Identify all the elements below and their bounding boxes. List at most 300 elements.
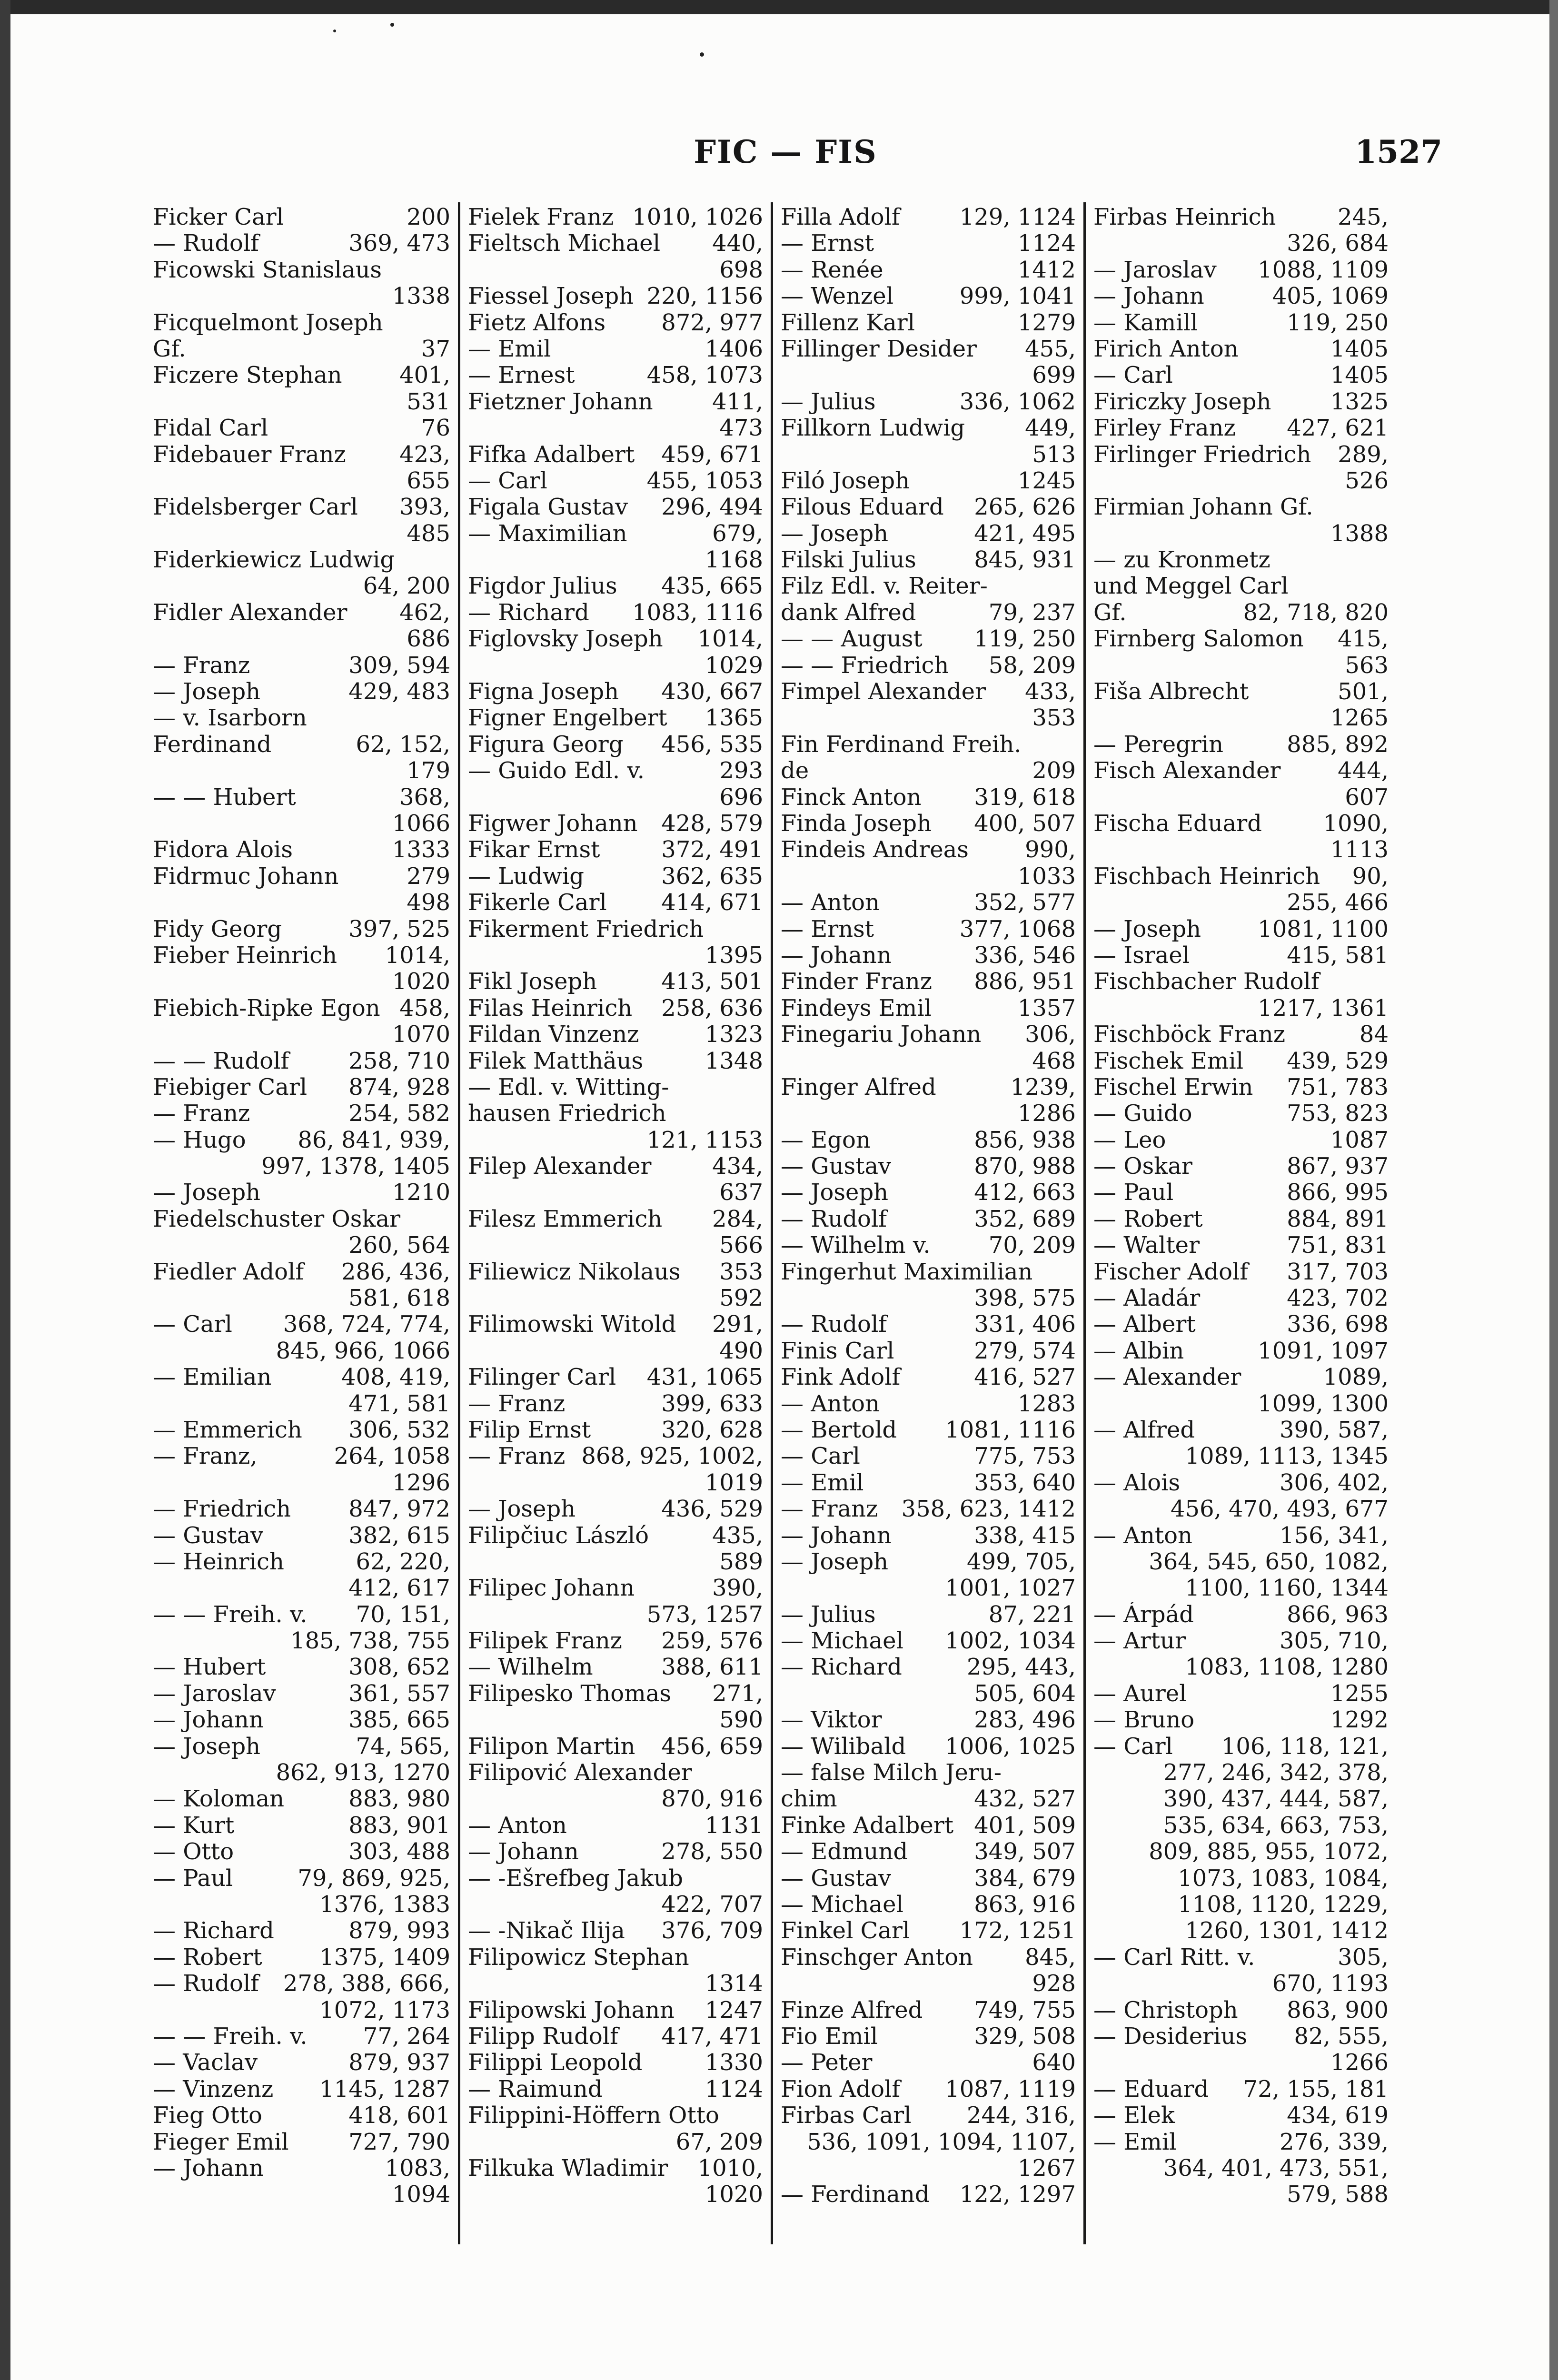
entry-name: — Joseph [153,679,261,705]
entry-continuation [1093,1496,1389,1522]
entry-pages: 1091, 1097 [1258,1337,1389,1364]
entry-pages: 1283 [1017,1390,1076,1417]
entry-name: — zu Kronmetz [1093,547,1270,574]
entry-name: Fifka Adalbert [468,441,635,468]
entry-pages: 58, 209 [988,652,1076,679]
entry-name: Fidebauer Franz [153,441,346,468]
entry-pages: 1267 [1017,2154,1076,2182]
entry-name: Gf. [153,336,186,362]
entry-pages: 421, 495 [974,520,1076,547]
name-entry [153,415,450,441]
name-entry [781,1549,1076,1575]
entry-name: Findeys Emil [781,995,932,1021]
entry-name: — Gustav [153,1522,264,1549]
entry-continuation [781,1575,1076,1601]
entry-pages: 358, 623, 1412 [901,1496,1076,1523]
name-entry [1093,389,1389,415]
entry-pages: 353 [719,1258,763,1285]
entry-pages: 1412 [1017,256,1076,283]
entry-name: — Franz, [153,1443,258,1470]
entry-name: — Richard [468,599,589,626]
entry-pages: 699 [1032,362,1076,389]
scan-edge-left [0,0,10,2380]
entry-continuation [153,1470,450,1496]
entry-name: Firnberg Salomon [1093,626,1304,653]
entry-name: Figura Georg [468,731,624,758]
entry-pages: 293 [719,757,763,784]
name-entry [468,1944,763,1971]
name-entry [468,468,763,494]
entry-name: — Robert [1093,1206,1203,1232]
entry-pages: 87, 221 [988,1601,1076,1628]
name-entry [781,573,1076,599]
page-title: FIC — FIS [694,133,877,170]
entry-name: Filinger Carl [468,1364,616,1391]
entry-pages: 308, 652 [348,1654,450,1681]
entry-name: — Carl [1093,362,1173,389]
entry-pages: 77, 264 [363,2023,450,2050]
name-entry [468,1311,763,1338]
entry-name: Fidora Alois [153,837,293,863]
entry-name: — Franz [781,1496,878,1523]
entry-name: — Egon [781,1127,871,1153]
entry-name: — Richard [153,1918,274,1944]
name-entry [781,1813,1076,1839]
name-entry [468,310,763,336]
entry-pages: 1245 [1017,467,1076,494]
entry-pages: 209 [1032,757,1076,784]
entry-continuation [781,1101,1076,1127]
entry-name: — Rudolf [781,1311,887,1338]
name-entry [153,732,450,758]
entry-pages: 79, 237 [988,599,1076,626]
entry-name: Fielek Franz [468,204,614,230]
name-entry [1093,1997,1389,2023]
entry-name: Fillenz Karl [781,309,915,336]
entry-name: Finder Franz [781,969,932,995]
entry-continuation [153,758,450,784]
entry-pages: 418, 601 [348,2102,450,2129]
name-entry [153,1180,450,1206]
entry-continuation [781,442,1076,468]
entry-continuation [1093,1839,1389,1865]
entry-name: Filesz Emmerich [468,1206,663,1232]
entry-pages: 416, 527 [974,1364,1076,1391]
entry-pages: 1072, 1173 [319,1996,450,2023]
name-entry [781,2076,1076,2102]
entry-name: — Vaclav [153,2050,258,2076]
entry-name: — Anton [1093,1522,1192,1549]
name-entry [781,1391,1076,1417]
entry-pages: 655 [407,467,450,494]
entry-continuation [468,1707,763,1733]
name-entry [1093,204,1389,230]
entry-pages: 753, 823 [1287,1100,1389,1127]
entry-name: Figna Joseph [468,679,619,705]
entry-pages: 1376, 1383 [319,1891,450,1918]
name-entry [781,1180,1076,1206]
entry-pages: 862, 913, 1270 [276,1759,450,1786]
name-entry [153,1734,450,1760]
entry-pages: 455, [1025,335,1076,362]
entry-pages: 397, 525 [348,915,450,942]
entry-continuation [1093,837,1389,863]
entry-name: Finegariu Johann [781,1021,982,1048]
entry-pages: 751, 831 [1287,1232,1389,1259]
entry-pages: 1375, 1409 [319,1944,450,1971]
entry-continuation [153,573,450,599]
entry-name: Filz Edl. v. Reiter- [781,573,988,600]
entry-name: — Vinzenz [153,2076,274,2102]
entry-name: — Otto [153,1839,234,1865]
name-entry [1093,1944,1389,1971]
name-entry [781,2050,1076,2076]
entry-name: Fidrmuc Johann [153,863,339,890]
entry-pages: 847, 972 [348,1496,450,1523]
entry-pages: 278, 388, 666, [283,1970,450,1997]
entry-name: — v. Isarborn [153,705,307,732]
entry-name: Filipesko Thomas [468,1680,671,1707]
entry-pages: 1348 [705,1047,763,1074]
entry-name: — Gustav [781,1865,892,1892]
entry-pages: 179 [407,757,450,784]
entry-pages: 384, 679 [974,1864,1076,1892]
entry-pages: 1083, 1108, 1280 [1185,1654,1389,1681]
name-entry [468,230,763,257]
entry-pages: 1266 [1330,2049,1389,2076]
entry-name: — Albin [1093,1338,1184,1364]
entry-pages: 883, 901 [348,1812,450,1839]
entry-pages: 444, [1338,757,1389,784]
name-entry [781,1232,1076,1259]
entry-pages: 70, 209 [988,1232,1076,1259]
name-entry [468,1074,763,1101]
entry-pages: 423, 702 [1287,1285,1389,1312]
entry-pages: 679, [712,520,763,547]
name-entry [468,389,763,415]
entry-name: Firbas Carl [781,2102,912,2129]
entry-pages: 1087, 1119 [945,2075,1076,2102]
name-entry [468,995,763,1021]
entry-pages: 498 [407,889,450,916]
name-entry [468,1997,763,2023]
entry-pages: 401, [399,362,450,389]
entry-continuation [1093,995,1389,1021]
entry-name: — Raimund [468,2076,603,2102]
entry-continuation [153,1391,450,1417]
entry-name: — Robert [153,1944,262,1971]
name-entry [153,863,450,890]
name-entry [1093,1074,1389,1101]
name-entry [153,362,450,388]
name-entry [468,1496,763,1522]
entry-pages: 1145, 1287 [319,2075,450,2102]
entry-pages: 368, 724, 774, [283,1311,450,1338]
entry-continuation [153,389,450,415]
entry-name: Filipowski Johann [468,1997,675,2023]
entry-name: Fidal Carl [153,415,268,442]
entry-name: Fildan Vinzenz [468,1021,639,1048]
entry-pages: 412, 617 [348,1575,450,1602]
name-entry [781,389,1076,415]
name-entry [153,784,450,811]
entry-continuation [1093,230,1389,257]
entry-pages: 1033 [1017,863,1076,890]
entry-name: — Rudolf [781,1206,887,1232]
entry-name: Finschger Anton [781,1944,973,1971]
entry-pages: 286, 436, [341,1258,450,1285]
entry-pages: 886, 951 [974,968,1076,995]
entry-pages: 1099, 1300 [1258,1390,1389,1417]
entry-continuation [153,1153,450,1180]
name-entry [1093,1470,1389,1496]
entry-continuation [1093,1760,1389,1786]
entry-continuation [1093,705,1389,731]
entry-pages: 336, 546 [974,942,1076,969]
entry-pages: 305, [1338,1944,1389,1971]
entry-name: — -Nikač Ilija [468,1918,625,1944]
entry-pages: 317, 703 [1287,1258,1389,1285]
entry-pages: 1029 [705,652,763,679]
entry-pages: 1239, [1010,1073,1076,1101]
name-entry [1093,626,1389,652]
entry-name: dank Alfred [781,599,916,626]
entry-name: — Ernst [781,230,874,257]
entry-name: Fieg Otto [153,2102,262,2129]
name-entry [1093,494,1389,520]
name-entry [153,257,450,283]
entry-pages: 845, 966, 1066 [276,1337,450,1364]
name-entry [468,732,763,758]
name-entry [1093,1707,1389,1733]
entry-name: — Emilian [153,1364,272,1391]
name-entry [781,283,1076,309]
name-entry [153,1443,450,1469]
entry-pages: 427, 621 [1287,415,1389,442]
name-entry [1093,916,1389,942]
name-entry [781,204,1076,230]
entry-name: Firley Franz [1093,415,1236,442]
name-entry [153,1048,450,1074]
name-entry [1093,1206,1389,1232]
entry-pages: 279 [407,863,450,890]
name-entry [781,547,1076,573]
name-entry [781,1470,1076,1496]
entry-pages: 70, 151, [356,1601,450,1628]
name-entry [153,1865,450,1892]
entry-name: Fiebiger Carl [153,1074,308,1101]
entry-name: — Emil [1093,2129,1177,2155]
entry-name: de [781,758,809,784]
entry-pages: 1357 [1017,994,1076,1021]
entry-name: Fischbach Heinrich [1093,863,1320,890]
name-entry [1093,1338,1389,1364]
name-entry [153,2023,450,2050]
entry-name: Filek Matthäus [468,1048,644,1074]
entry-pages: 255, 466 [1287,889,1389,916]
entry-pages: 607 [1345,783,1389,811]
entry-pages: 399, 633 [661,1390,763,1417]
entry-pages: 62, 220, [356,1548,450,1575]
entry-pages: 1073, 1083, 1084, [1178,1864,1389,1892]
entry-continuation [1093,1391,1389,1417]
entry-name: Filous Eduard [781,494,944,521]
entry-name: Fion Adolf [781,2076,901,2102]
entry-name: — Emil [781,1469,864,1496]
entry-name: — Anton [781,890,880,916]
entry-pages: 320, 628 [661,1416,763,1443]
name-entry [468,442,763,468]
entry-pages: 579, 588 [1287,2181,1389,2208]
entry-name: — Ernst [781,916,874,942]
name-entry [1093,1602,1389,1628]
entry-pages: 1314 [705,1970,763,1997]
name-entry [781,257,1076,283]
name-entry [1093,1734,1389,1760]
entry-pages: 368, [399,783,450,811]
entry-name: Finger Alfred [781,1074,936,1101]
entry-pages: 867, 937 [1287,1153,1389,1180]
entry-name: Filas Heinrich [468,995,633,1021]
name-entry [781,1997,1076,2023]
entry-name: Fidelsberger Carl [153,494,358,521]
index-column-2 [458,202,771,2244]
entry-continuation [1093,1549,1389,1575]
entry-pages: 573, 1257 [646,1601,763,1628]
entry-pages: 563 [1345,652,1389,679]
entry-pages: 1088, 1109 [1258,256,1389,283]
entry-pages: 376, 709 [661,1917,763,1944]
entry-pages: 289, [1338,441,1389,468]
entry-name: — Leo [1093,1127,1166,1153]
entry-name: Fietzner Johann [468,388,653,415]
entry-continuation [1093,1575,1389,1601]
entry-continuation [781,1048,1076,1074]
entry-pages: 413, 501 [661,968,763,995]
entry-name: — Albert [1093,1311,1196,1338]
entry-name: Firmian Johann Gf. [1093,494,1313,521]
name-entry [781,494,1076,520]
name-entry [781,969,1076,995]
entry-name: — Michael [781,1628,903,1655]
scan-speck [390,23,394,27]
entry-pages: 1405 [1330,362,1389,389]
entry-name: — Oskar [1093,1153,1192,1180]
entry-name: Filiewicz Nikolaus [468,1259,681,1285]
name-entry [153,1681,450,1707]
entry-pages: 436, 529 [661,1496,763,1523]
entry-name: Finke Adalbert [781,1812,954,1839]
entry-continuation [153,1232,450,1259]
entry-pages: 432, 527 [974,1785,1076,1813]
entry-name: Fidler Alexander [153,599,347,626]
name-entry [1093,2076,1389,2102]
name-entry [153,310,450,336]
entry-pages: 244, 316, [966,2102,1076,2129]
entry-pages: 997, 1378, 1405 [261,1153,450,1180]
entry-name: Finck Anton [781,784,922,811]
entry-pages: 84 [1359,1021,1389,1048]
name-entry [153,1259,450,1285]
entry-continuation [468,1602,763,1628]
entry-continuation [1093,1892,1389,1918]
entry-name: Figala Gustav [468,494,628,521]
entry-pages: 433, [1025,678,1076,705]
entry-name: Ficowski Stanislaus [153,257,382,283]
name-entry [781,468,1076,494]
entry-name: — Joseph [1093,916,1201,942]
entry-pages: 417, 471 [661,2023,763,2050]
name-entry [153,1364,450,1390]
name-entry [153,1127,450,1153]
entry-pages: 1083, [385,2154,450,2182]
entry-continuation [153,2182,450,2208]
entry-pages: 361, 557 [348,1680,450,1707]
name-entry [468,2155,763,2182]
name-entry [1093,969,1389,995]
entry-continuation [781,1681,1076,1707]
name-entry [781,942,1076,969]
name-entry [1093,1681,1389,1707]
entry-pages: 338, 415 [974,1522,1076,1549]
entry-pages: 590 [719,1706,763,1734]
name-entry [153,916,450,942]
entry-continuation [468,1470,763,1496]
entry-continuation [1093,468,1389,494]
name-entry [781,1074,1076,1101]
name-entry [1093,1311,1389,1338]
name-entry [153,942,450,969]
entry-name: — Eduard [1093,2076,1209,2102]
entry-name: — Ferdinand [781,2182,930,2208]
entry-name: Filipon Martin [468,1733,635,1760]
entry-pages: 868, 925, 1002, [581,1443,763,1470]
entry-pages: 428, 579 [661,810,763,837]
entry-pages: 536, 1091, 1094, 1107, [807,2128,1076,2155]
entry-name: — Carl Ritt. v. [1093,1944,1255,1971]
entry-pages: 37 [421,335,450,362]
name-entry [1093,547,1389,573]
name-entry [781,600,1076,626]
entry-continuation [153,283,450,309]
name-entry [1093,336,1389,362]
entry-pages: 385, 665 [348,1706,450,1734]
entry-pages: 296, 494 [661,494,763,521]
entry-pages: 751, 783 [1287,1073,1389,1101]
entry-name: — false Milch Jeru- [781,1760,1002,1786]
entry-pages: 122, 1297 [959,2181,1076,2208]
entry-pages: 455, 1053 [646,467,763,494]
entry-name: Ficker Carl [153,204,284,230]
entry-pages: 309, 594 [348,652,450,679]
name-entry [153,230,450,257]
entry-continuation [153,521,450,547]
entry-name: — Maximilian [468,520,627,547]
name-entry [781,1206,1076,1232]
entry-pages: 264, 1058 [334,1443,450,1470]
entry-continuation [153,1285,450,1311]
name-entry [153,336,450,362]
entry-pages: 254, 582 [348,1100,450,1127]
entry-name: hausen Friedrich [468,1101,666,1127]
entry-pages: 1066 [392,810,450,837]
entry-name: — Johann [781,1522,892,1549]
entry-name: — Kamill [1093,309,1198,336]
entry-pages: 1292 [1330,1706,1389,1734]
entry-pages: 430, 667 [661,678,763,705]
entry-name: Filipec Johann [468,1575,635,1602]
name-entry [468,1628,763,1654]
